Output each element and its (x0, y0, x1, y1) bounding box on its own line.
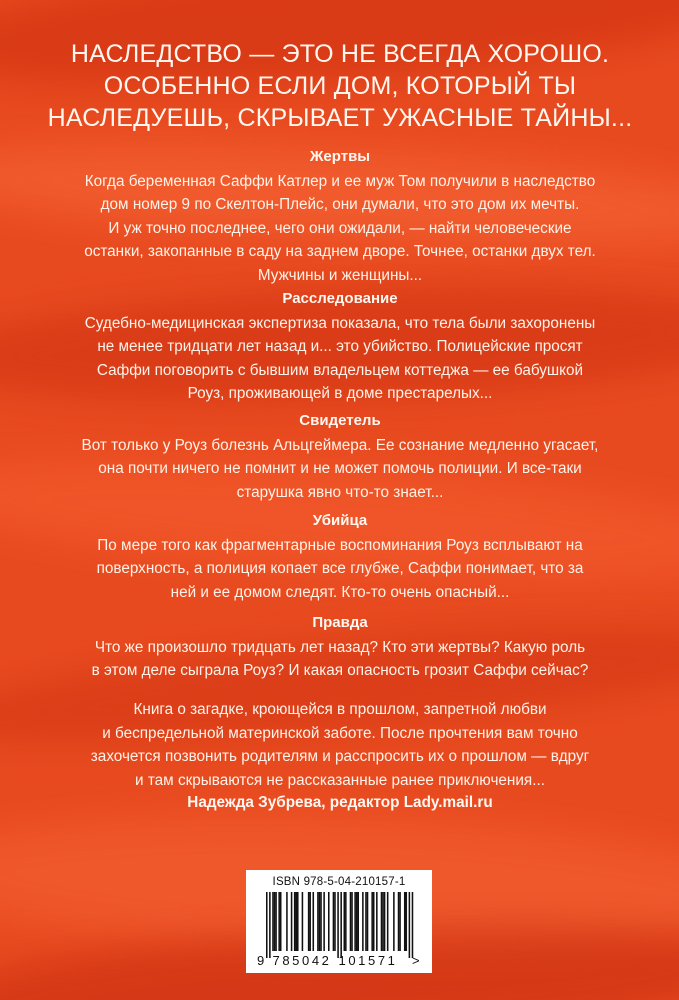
barcode-bar (344, 892, 346, 951)
section-text (40, 636, 640, 683)
text-line: Вот только у Роуз болезнь Альцгеймера. Ее сознание медленно угасает, (81, 437, 599, 454)
review-line: Книга о загадке, кроющейся в прошлом, запретной любви (133, 701, 547, 718)
text-line: Судебно-медицинская экспертиза показала, что тела были захоронены (84, 315, 596, 332)
section-title: Свидетель (299, 412, 381, 429)
barcode-bar (274, 892, 276, 951)
barcode-bar (345, 892, 347, 951)
section-text (40, 534, 640, 604)
barcode-bar (356, 892, 358, 951)
barcode-bar (362, 892, 364, 951)
barcode-guard-bar (412, 892, 414, 958)
barcode-bar (404, 892, 406, 951)
text-line: По мере того как фрагментарные воспоминания Роуз всплывают на (97, 537, 583, 554)
text-line: Что же произошло тридцать лет назад? Кто эти жертвы? Какую роль (94, 639, 586, 656)
barcode-bar (302, 892, 304, 951)
barcode-digit-group-right: 101571 (338, 953, 398, 968)
barcode-bar (320, 892, 322, 951)
section-text (40, 434, 640, 504)
barcode-digit-first: 9 (257, 953, 265, 968)
barcode-bar (381, 892, 383, 951)
barcode-bar (350, 892, 352, 951)
isbn-label: ISBN 978-5-04-210157-1 (272, 876, 406, 888)
text-line: останки, закопанные в саду на заднем дворе. Точнее, останки двух тел. (84, 243, 596, 261)
barcode-bar (367, 892, 369, 951)
barcode-bar (365, 892, 367, 951)
barcode-bar (371, 892, 373, 951)
section-text (40, 312, 640, 406)
section-victims (40, 146, 640, 287)
text-line: Когда беременная Саффи Катлер и ее муж Том получили в наследство (84, 173, 596, 190)
text-line: ней и ее домом следят. Кто-то очень опасный... (170, 583, 510, 601)
barcode-bar (382, 892, 384, 951)
section-witness (40, 410, 640, 504)
review-author: Надежда Зубрева, редактор Lady.mail.ru (187, 794, 493, 811)
barcode-digit-end: > (412, 953, 420, 968)
section-killer (40, 510, 640, 604)
review-line: и там скрываются не рассказанные ранее приключения... (135, 771, 545, 789)
barcode-bar (387, 892, 389, 951)
text-line: в этом деле сыграла Роуз? И какая опасность грозит Саффи сейчас? (91, 662, 589, 680)
section-truth (40, 612, 640, 683)
section-title: Расследование (282, 290, 398, 307)
barcode-bar (317, 892, 319, 951)
barcode-bar (294, 892, 296, 951)
barcode-bar (398, 892, 400, 951)
section-title: Правда (312, 614, 368, 631)
barcode-guard-bar (266, 892, 268, 958)
barcode-bars (266, 892, 413, 958)
isbn-barcode (246, 870, 432, 973)
barcode-bar (275, 892, 277, 951)
text-line: поверхность, а полиция копает все глубже, Саффи понимает, что за (96, 560, 584, 578)
text-line: И уж точно последнее, чего они ожидали, — найти человеческие (108, 219, 572, 237)
barcode-digit-group-left: 785042 (272, 953, 332, 968)
barcode-bar (272, 892, 274, 951)
barcode-bar (323, 892, 325, 951)
text-line: Роуз, проживающей в доме престарелых... (187, 385, 493, 403)
review-line: захочется позвонить родителям и расспросить их о прошлом — вдруг (90, 748, 590, 766)
barcode-bar (313, 892, 315, 951)
barcode-bar (354, 892, 356, 951)
barcode-bar (334, 892, 336, 951)
barcode-bar (384, 892, 386, 951)
barcode-bar (286, 892, 288, 951)
barcode-bar (351, 892, 353, 951)
section-investigation (40, 288, 640, 406)
barcode-bar (280, 892, 282, 951)
section-text (40, 170, 640, 287)
barcode-guard-bar (409, 892, 411, 958)
barcode-guard-bar (337, 892, 339, 958)
section-title: Жертвы (309, 148, 371, 165)
barcode-bar (328, 892, 330, 951)
text-line: Саффи поговорить с бывшим владельцем коттеджа — ее бабушкой (96, 361, 584, 379)
barcode-bar (308, 892, 310, 951)
barcode-bar (319, 892, 321, 951)
text-line: не менее тридцати лет назад и... это убийство. Полицейские просят (97, 338, 583, 356)
barcode-bar (393, 892, 395, 951)
editor-review (40, 698, 640, 792)
barcode-bar (291, 892, 293, 951)
barcode-bar (376, 892, 378, 951)
barcode-bar (297, 892, 299, 951)
review-line: и беспредельной материнской заботе. После прочтения вам точно (102, 724, 578, 742)
barcode-bar (357, 892, 359, 951)
section-title: Убийца (312, 512, 368, 529)
text-line: старушка явно что-то знает... (236, 483, 444, 501)
barcode-bar (309, 892, 311, 951)
barcode-bar (399, 892, 401, 951)
text-line: дом номер 9 по Скелтон-Плейс, они думали, что это дом их мечты. (100, 196, 580, 214)
barcode-bar (278, 892, 280, 951)
headline-line: НАСЛЕДУЕШЬ, СКРЫВАЕТ УЖАСНЫЕ ТАЙНЫ... (47, 104, 633, 132)
barcode-guard-bar (269, 892, 271, 958)
barcode-graphic (254, 892, 424, 968)
text-line: Мужчины и женщины... (257, 266, 423, 284)
text-line: она почти ничего не помнит и не может помочь полиции. И все-таки (98, 460, 582, 478)
headline-line: ОСОБЕННО ЕСЛИ ДОМ, КОТОРЫЙ ТЫ (103, 72, 577, 100)
barcode-bar (406, 892, 408, 951)
barcode-bar (333, 892, 335, 951)
barcode-bar (373, 892, 375, 951)
headline-line: НАСЛЕДСТВО — ЭТО НЕ ВСЕГДА ХОРОШО. (70, 40, 610, 68)
barcode-guard-bar (340, 892, 342, 958)
headline (40, 38, 640, 134)
barcode-bar (295, 892, 297, 951)
